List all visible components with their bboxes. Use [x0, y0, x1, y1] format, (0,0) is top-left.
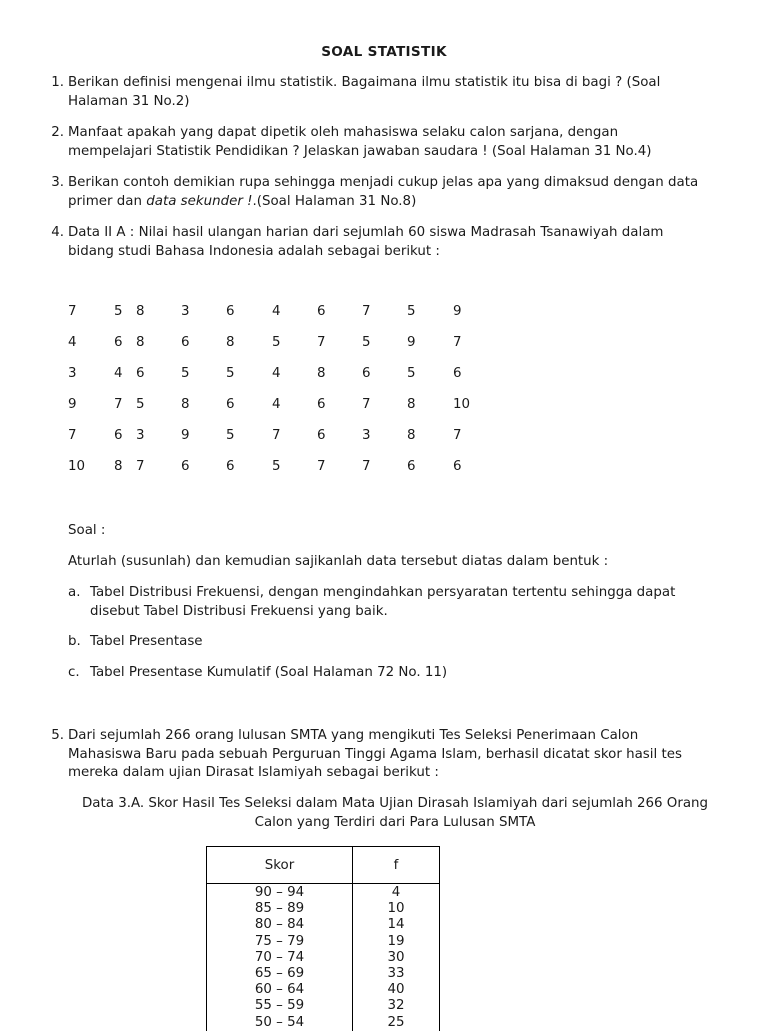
sub-item-label: b.	[68, 634, 81, 649]
data-grid-value: 7	[362, 459, 371, 474]
table-row	[207, 966, 440, 982]
sub-item-line: Tabel Distribusi Frekuensi, dengan mengindahkan persyaratan tertentu sehingga dapat	[90, 585, 676, 600]
sub-item-label: c.	[68, 665, 80, 680]
data-grid-value: 7	[362, 397, 371, 412]
table-row	[207, 917, 440, 933]
table-caption	[60, 794, 730, 832]
data-grid-value: 6	[226, 459, 235, 474]
question-3	[42, 174, 732, 211]
table-row	[207, 934, 440, 950]
question-text: .(Soal Halaman 31 No.8)	[252, 193, 417, 209]
caption-line: Data 3.A. Skor Hasil Tes Seleksi dalam Mata Ujian Dirasah Islamiyah dari sejumlah 266 Orang	[81, 796, 709, 811]
question-4	[42, 224, 732, 261]
data-grid-value: 6	[362, 366, 371, 381]
table-row	[207, 884, 440, 902]
question-number: 1.	[51, 75, 64, 90]
cell-skor: 65 – 69	[207, 966, 353, 982]
data-grid-value: 7	[317, 335, 326, 350]
data-grid-value: 7	[453, 428, 462, 443]
table-row	[207, 1015, 440, 1031]
data-grid-value: 8	[114, 459, 123, 474]
table-row	[207, 901, 440, 917]
data-grid-value: 6	[453, 366, 462, 381]
cell-skor: 80 – 84	[207, 917, 353, 933]
question-line: mempelajari Statistik Pendidikan ? Jelaskan jawaban saudara ! (Soal Halaman 31 No.4)	[68, 143, 652, 159]
data-grid-value: 9	[407, 335, 416, 350]
data-grid-value: 5	[226, 366, 235, 381]
question-line: Mahasiswa Baru pada sebuah Perguruan Tinggi Agama Islam, berhasil dicatat skor hasil tes	[68, 746, 682, 762]
question-line: Halaman 31 No.2)	[68, 93, 190, 109]
cell-skor: 55 – 59	[207, 998, 353, 1014]
data-grid-value: 3	[136, 428, 145, 443]
data-grid-value: 9	[181, 428, 190, 443]
data-grid-value: 6	[317, 397, 326, 412]
data-grid-value: 9	[453, 304, 462, 319]
data-grid-value: 6	[226, 304, 235, 319]
question-line: Berikan contoh demikian rupa sehingga menjadi cukup jelas apa yang dimaksud dengan data	[68, 175, 699, 190]
question-line: Berikan definisi mengenai ilmu statistik. Bagaimana ilmu statistik itu bisa di bagi ? (Soal	[68, 75, 661, 90]
table-body	[207, 884, 440, 1031]
data-grid-value: 5	[226, 428, 235, 443]
sub-item-label: a.	[68, 585, 81, 600]
sub-item-line: disebut Tabel Distribusi Frekuensi yang baik.	[90, 603, 388, 619]
data-grid-value: 4	[68, 335, 77, 350]
cell-f: 4	[353, 884, 440, 902]
question-line: Data II A : Nilai hasil ulangan harian dari sejumlah 60 siswa Madrasah Tsanawiyah dalam	[68, 225, 664, 240]
data-grid-value: 5	[114, 304, 123, 319]
question-line-mixed	[68, 193, 732, 212]
cell-skor: 70 – 74	[207, 950, 353, 966]
data-grid-value: 6	[114, 428, 123, 443]
data-grid-value: 6	[317, 304, 326, 319]
question-5	[42, 727, 732, 783]
question-number: 3.	[51, 175, 64, 190]
data-grid-value: 5	[272, 459, 281, 474]
question-line: bidang studi Bahasa Indonesia adalah sebagai berikut :	[68, 243, 440, 259]
question-2	[42, 124, 732, 161]
data-grid-value: 5	[136, 397, 145, 412]
soal-instruction: Aturlah (susunlah) dan kemudian sajikanlah data tersebut diatas dalam bentuk :	[68, 554, 609, 569]
data-grid-value: 6	[226, 397, 235, 412]
sub-item-line: Tabel Presentase	[90, 634, 203, 649]
page-title: SOAL STATISTIK	[321, 44, 447, 60]
data-grid-value: 7	[136, 459, 145, 474]
cell-f: 40	[353, 982, 440, 998]
data-grid-value: 8	[407, 397, 416, 412]
data-grid-value: 10	[68, 459, 86, 474]
cell-skor: 60 – 64	[207, 982, 353, 998]
table-row	[207, 998, 440, 1014]
cell-skor: 85 – 89	[207, 901, 353, 917]
data-grid-value: 6	[114, 335, 123, 350]
table-row	[207, 982, 440, 998]
data-grid-value: 6	[181, 459, 190, 474]
data-grid-value: 8	[407, 428, 416, 443]
data-grid-value: 3	[181, 304, 190, 319]
cell-f: 33	[353, 966, 440, 982]
question-1	[42, 74, 732, 111]
data-grid-value: 3	[362, 428, 371, 443]
data-grid-value: 4	[272, 397, 281, 412]
cell-f: 19	[353, 934, 440, 950]
data-grid-value: 4	[272, 304, 281, 319]
caption-line: Calon yang Terdiri dari Para Lulusan SMTA	[254, 815, 536, 830]
cell-f: 10	[353, 901, 440, 917]
question-line: Dari sejumlah 266 orang lulusan SMTA yang mengikuti Tes Seleksi Penerimaan Calon	[68, 728, 639, 743]
sub-item-a	[68, 584, 728, 621]
cell-f: 30	[353, 950, 440, 966]
data-grid-value: 8	[181, 397, 190, 412]
sub-item-c	[68, 664, 728, 683]
column-header-skor: Skor	[207, 847, 353, 884]
cell-f: 25	[353, 1015, 440, 1031]
question-line: Manfaat apakah yang dapat dipetik oleh mahasiswa selaku calon sarjana, dengan	[68, 125, 619, 140]
data-grid-value: 4	[114, 366, 123, 381]
data-grid-value: 5	[181, 366, 190, 381]
data-grid-value: 8	[226, 335, 235, 350]
data-grid-value: 5	[272, 335, 281, 350]
table-row	[207, 950, 440, 966]
emphasis-text: data sekunder !	[146, 193, 253, 209]
frequency-table	[206, 846, 440, 1031]
data-grid-value: 6	[453, 459, 462, 474]
cell-skor: 90 – 94	[207, 884, 353, 902]
data-grid-value: 5	[407, 304, 416, 319]
data-grid-value: 5	[407, 366, 416, 381]
data-grid-value: 7	[362, 304, 371, 319]
cell-skor: 50 – 54	[207, 1015, 353, 1031]
data-grid-value: 7	[317, 459, 326, 474]
data-grid-value: 8	[136, 304, 145, 319]
data-grid-value: 8	[317, 366, 326, 381]
data-grid-value: 7	[272, 428, 281, 443]
question-number: 5.	[51, 728, 64, 743]
data-grid-value: 6	[181, 335, 190, 350]
soal-label: Soal :	[68, 523, 106, 538]
data-grid-value: 9	[68, 397, 77, 412]
question-number: 2.	[51, 125, 64, 140]
question-line: mereka dalam ujian Dirasat Islamiyah sebagai berikut :	[68, 765, 439, 780]
data-grid-value: 6	[136, 366, 145, 381]
table-header-row	[207, 847, 440, 884]
data-grid-value: 5	[362, 335, 371, 350]
cell-skor: 75 – 79	[207, 934, 353, 950]
data-grid-value: 7	[68, 304, 77, 319]
data-grid-value: 8	[136, 335, 145, 350]
data-grid-value: 4	[272, 366, 281, 381]
data-grid-value: 7	[114, 397, 123, 412]
question-text: primer dan	[68, 193, 147, 209]
data-grid-value: 7	[453, 335, 462, 350]
sub-item-line: Tabel Presentase Kumulatif (Soal Halaman 72 No. 11)	[90, 665, 448, 680]
cell-f: 32	[353, 998, 440, 1014]
data-grid-value: 3	[68, 366, 77, 381]
cell-f: 14	[353, 917, 440, 933]
question-number: 4.	[51, 225, 64, 240]
column-header-f: f	[353, 847, 440, 884]
sub-item-b	[68, 633, 728, 652]
data-grid-value: 6	[407, 459, 416, 474]
data-grid-value: 6	[317, 428, 326, 443]
data-grid-value: 7	[68, 428, 77, 443]
data-grid-value: 10	[453, 397, 471, 412]
